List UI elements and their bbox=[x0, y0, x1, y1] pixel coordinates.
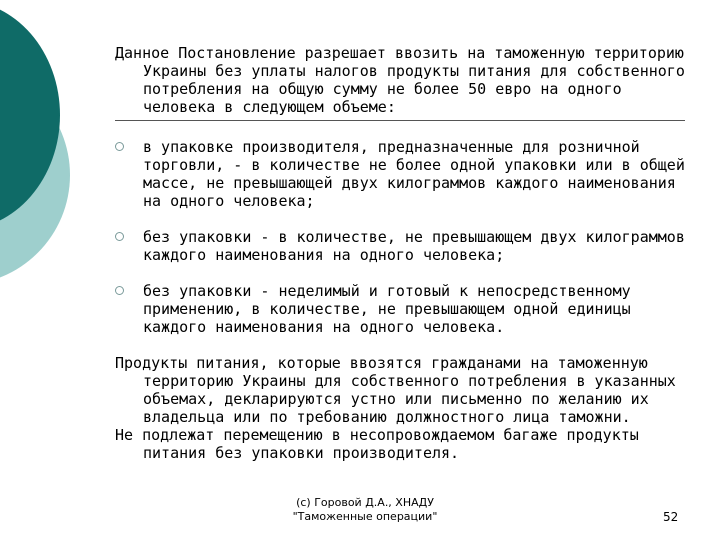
circle-bullet-icon bbox=[115, 232, 124, 241]
footer-course: "Таможенные операции" bbox=[292, 510, 438, 523]
baggage-paragraph: Не подлежат перемещению в несопровождаемом багаже продукты питания без упаковки производителя. bbox=[115, 426, 639, 462]
circle-bullet-icon bbox=[115, 286, 124, 295]
divider bbox=[115, 120, 685, 121]
list-item-text: без упаковки - неделимый и готовый к непосредственному применению, в количестве, не превышающем одной единицы каждого наименования на одного человека. bbox=[143, 282, 631, 336]
list-item-text: в упаковке производителя, предназначенные для розничной торговли, - в количестве не более одной упаковки или в общей массе, не превышающей двух килограммов каждого наименования на одного человека; bbox=[143, 138, 685, 210]
list-item bbox=[115, 138, 685, 210]
intro-paragraph: Данное Постановление разрешает ввозить на таможенную территорию Украины без уплаты налогов продукты питания для собственного потребления на общую сумму не более 50 евро на одного человека в следующем объеме: bbox=[115, 44, 685, 116]
bullet-list bbox=[115, 138, 685, 336]
list-item-text: без упаковки - в количестве, не превышающем двух килограммов каждого наименования на одного человека; bbox=[143, 228, 685, 264]
list-item bbox=[115, 282, 685, 336]
footer-credits bbox=[280, 496, 450, 524]
declaration-paragraph: Продукты питания, которые ввозятся гражданами на таможенную территорию Украины для собственного потребления в указанных объемах, декларируются устно или письменно по желанию их владельца или по требованию должностного лица таможни. bbox=[115, 354, 676, 426]
circle-bullet-icon bbox=[115, 142, 124, 151]
slide-body bbox=[115, 44, 685, 462]
page-number: 52 bbox=[663, 510, 679, 524]
footer-author: (c) Горовой Д.А., ХНАДУ bbox=[296, 496, 434, 509]
list-item bbox=[115, 228, 685, 264]
decorative-circles bbox=[0, 0, 80, 300]
